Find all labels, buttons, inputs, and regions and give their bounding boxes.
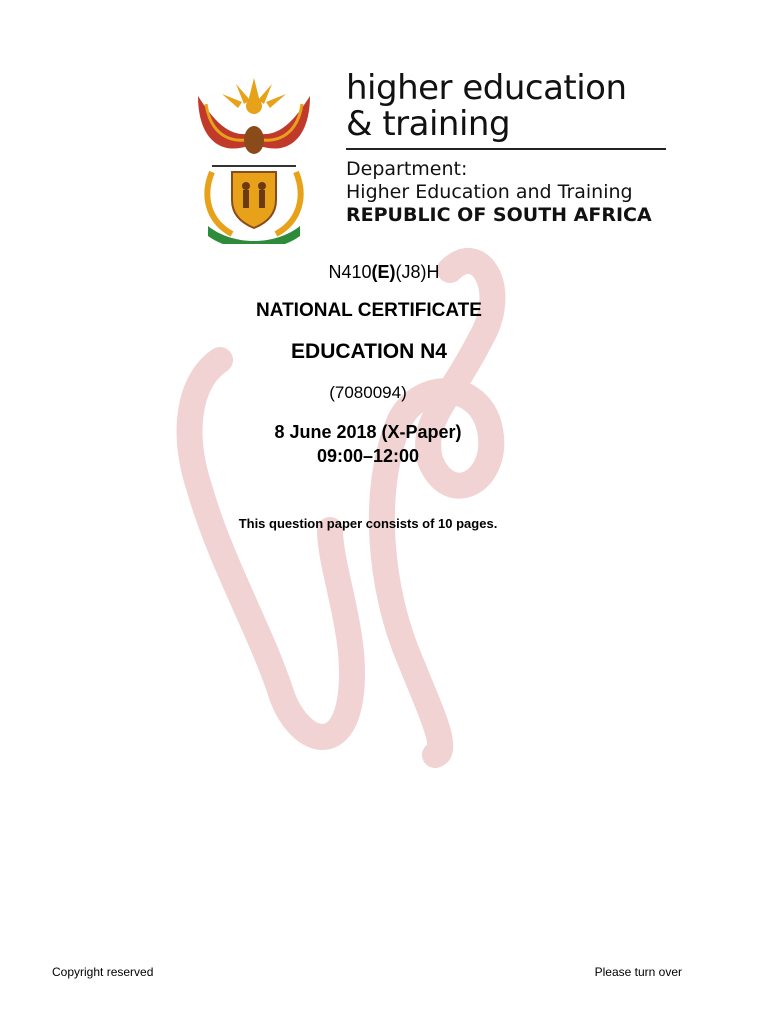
pages-note: This question paper consists of 10 pages. bbox=[238, 516, 498, 531]
department-country: REPUBLIC OF SOUTH AFRICA bbox=[346, 204, 652, 226]
department-name: Higher Education and Training bbox=[346, 181, 633, 203]
footer-turn-over: Please turn over bbox=[594, 965, 682, 979]
brand-divider bbox=[346, 148, 666, 150]
subject-code: (7080094) bbox=[329, 383, 407, 402]
department-label: Department: bbox=[346, 158, 468, 180]
coat-of-arms-icon bbox=[188, 76, 320, 244]
certificate-title: NATIONAL CERTIFICATE bbox=[256, 300, 482, 321]
exam-time: 09:00–12:00 bbox=[316, 446, 420, 466]
paper-code-suffix: (J8)H bbox=[395, 262, 440, 282]
footer-copyright: Copyright reserved bbox=[52, 965, 154, 979]
brand-line-1: higher education bbox=[346, 68, 627, 108]
brand-block bbox=[346, 70, 668, 227]
subject-title: EDUCATION N4 bbox=[291, 340, 447, 363]
paper-code bbox=[0, 262, 768, 283]
brand-line-2: & training bbox=[346, 104, 511, 144]
header bbox=[188, 70, 668, 245]
paper-code-language: (E) bbox=[371, 262, 396, 282]
exam-date: 8 June 2018 (X-Paper) bbox=[274, 422, 462, 442]
paper-code-prefix: N410 bbox=[328, 262, 372, 282]
